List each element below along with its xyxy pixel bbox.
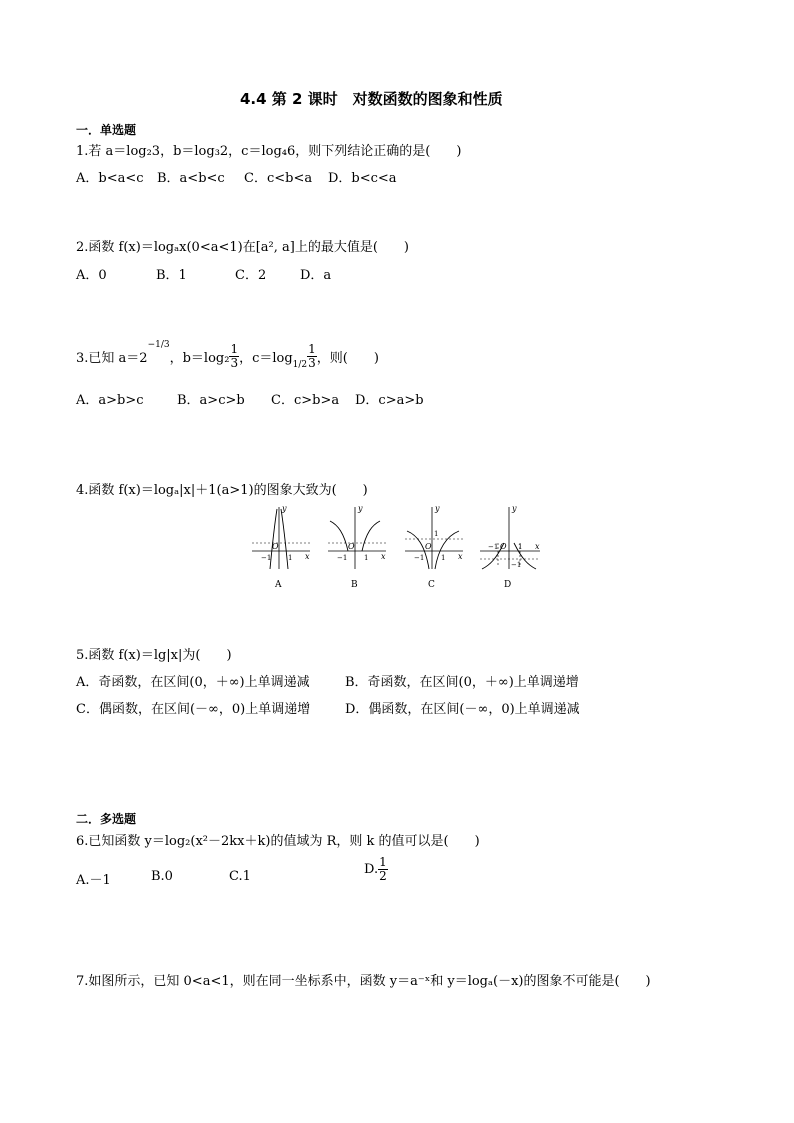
- question-3-suffix: ，则( ): [316, 350, 379, 366]
- question-6-option-d: [364, 856, 388, 883]
- question-6-option-c: C.1: [229, 869, 251, 884]
- graph-option-c: [403, 503, 465, 571]
- question-2-option-d: D．a: [300, 268, 332, 283]
- graph-a-label: A: [275, 580, 282, 590]
- tick-1: 1: [441, 554, 446, 562]
- y-axis-label: y: [512, 504, 517, 513]
- tick-neg1: −1: [337, 554, 348, 562]
- fraction-denominator: 3: [308, 355, 316, 370]
- tick-neg1: −1: [488, 543, 499, 551]
- fraction-numerator: 1: [230, 341, 239, 356]
- fraction-denominator: 3: [230, 355, 239, 370]
- page-title: 4.4 第 2 课时 对数函数的图象和性质: [240, 90, 503, 108]
- tick-1: 1: [518, 543, 523, 551]
- x-axis-label: x: [535, 542, 540, 551]
- x-axis-label: x: [305, 552, 310, 561]
- question-3-option-a: A．a>b>c: [76, 393, 144, 408]
- section-multiple-choice: 二．多选题: [76, 812, 137, 826]
- graph-b-label: B: [351, 580, 358, 590]
- section-single-choice: 一．单选题: [76, 123, 137, 137]
- question-5-option-b: B．奇函数，在区间(0，＋∞)上单调递增: [345, 675, 579, 690]
- question-5-option-a: A．奇函数，在区间(0，＋∞)上单调递减: [76, 675, 310, 690]
- tick-1: 1: [288, 554, 293, 562]
- tick-neg1-y: −1: [511, 561, 522, 569]
- question-1-option-a: A．b<a<c: [76, 171, 144, 186]
- question-3-log-base: 1/2: [292, 360, 308, 370]
- question-3-option-d: D．c>a>b: [355, 393, 424, 408]
- question-3-prefix: 3.已知 a＝2: [76, 350, 148, 366]
- graph-c-label: C: [428, 580, 435, 590]
- graph-option-b: [326, 503, 388, 571]
- question-2-option-c: C．2: [235, 268, 267, 283]
- x-axis-label: x: [381, 552, 386, 561]
- question-5-option-c: C．偶函数，在区间(－∞，0)上单调递增: [76, 702, 311, 717]
- graph-option-a: [250, 503, 312, 571]
- question-5-option-d: D．偶函数，在区间(－∞，0)上单调递减: [345, 702, 580, 717]
- x-axis-label: x: [458, 552, 463, 561]
- question-3-option-c: C．c>b>a: [271, 393, 340, 408]
- option-d-prefix: D.: [364, 862, 379, 877]
- question-3-mid1: ，b＝log₂: [169, 350, 230, 366]
- y-axis-label: y: [282, 504, 287, 513]
- question-3-fraction-2: [307, 343, 317, 370]
- question-5-stem: 5.函数 f(x)＝lg|x|为( ): [76, 648, 232, 663]
- question-6-option-a: A.－1: [76, 873, 111, 888]
- question-6-stem: 6.已知函数 y＝log₂(x²－2kx＋k)的值域为 R，则 k 的值可以是( ): [76, 834, 480, 849]
- question-3-mid2: ，c＝log: [239, 350, 293, 366]
- question-2-option-a: A．0: [76, 268, 107, 283]
- fraction-numerator: 1: [379, 855, 387, 869]
- option-d-fraction: [378, 856, 388, 883]
- question-1-option-d: D．b<c<a: [328, 171, 397, 186]
- origin-label: O: [272, 542, 279, 551]
- origin-label: O: [500, 542, 507, 551]
- question-6-option-b: B.0: [151, 869, 173, 884]
- y-axis-label: y: [358, 504, 363, 513]
- question-7-stem: 7.如图所示，已知 0<a<1，则在同一坐标系中，函数 y＝a⁻ˣ和 y＝logₐ(－x)的图象不可能是( ): [76, 974, 651, 989]
- graph-d-label: D: [504, 580, 512, 590]
- y-axis-label: y: [435, 504, 440, 513]
- tick-1: 1: [364, 554, 369, 562]
- question-1-option-c: C．c<b<a: [244, 171, 313, 186]
- origin-label: O: [425, 542, 432, 551]
- question-2-stem: 2.函数 f(x)＝logₐx(0<a<1)在[a², a]上的最大值是( ): [76, 240, 409, 255]
- question-2-option-b: B．1: [156, 268, 187, 283]
- tick-neg1: −1: [414, 554, 425, 562]
- question-3-exponent: −1/3: [147, 340, 170, 350]
- tick-neg1: −1: [261, 554, 272, 562]
- fraction-numerator: 1: [308, 341, 316, 356]
- question-4-stem: 4.函数 f(x)＝logₐ|x|＋1(a>1)的图象大致为( ): [76, 483, 368, 498]
- question-1-stem: 1.若 a＝log₂3，b＝log₃2，c＝log₄6，则下列结论正确的是( ): [76, 144, 462, 159]
- origin-label: O: [348, 542, 355, 551]
- question-3-fraction-1: [229, 343, 239, 370]
- fraction-denominator: 2: [379, 869, 387, 883]
- question-3-option-b: B．a>c>b: [177, 393, 245, 408]
- question-3-stem: [76, 336, 379, 376]
- tick-1-y: 1: [434, 530, 439, 538]
- question-1-option-b: B．a<b<c: [157, 171, 225, 186]
- graph-option-d: [478, 503, 542, 571]
